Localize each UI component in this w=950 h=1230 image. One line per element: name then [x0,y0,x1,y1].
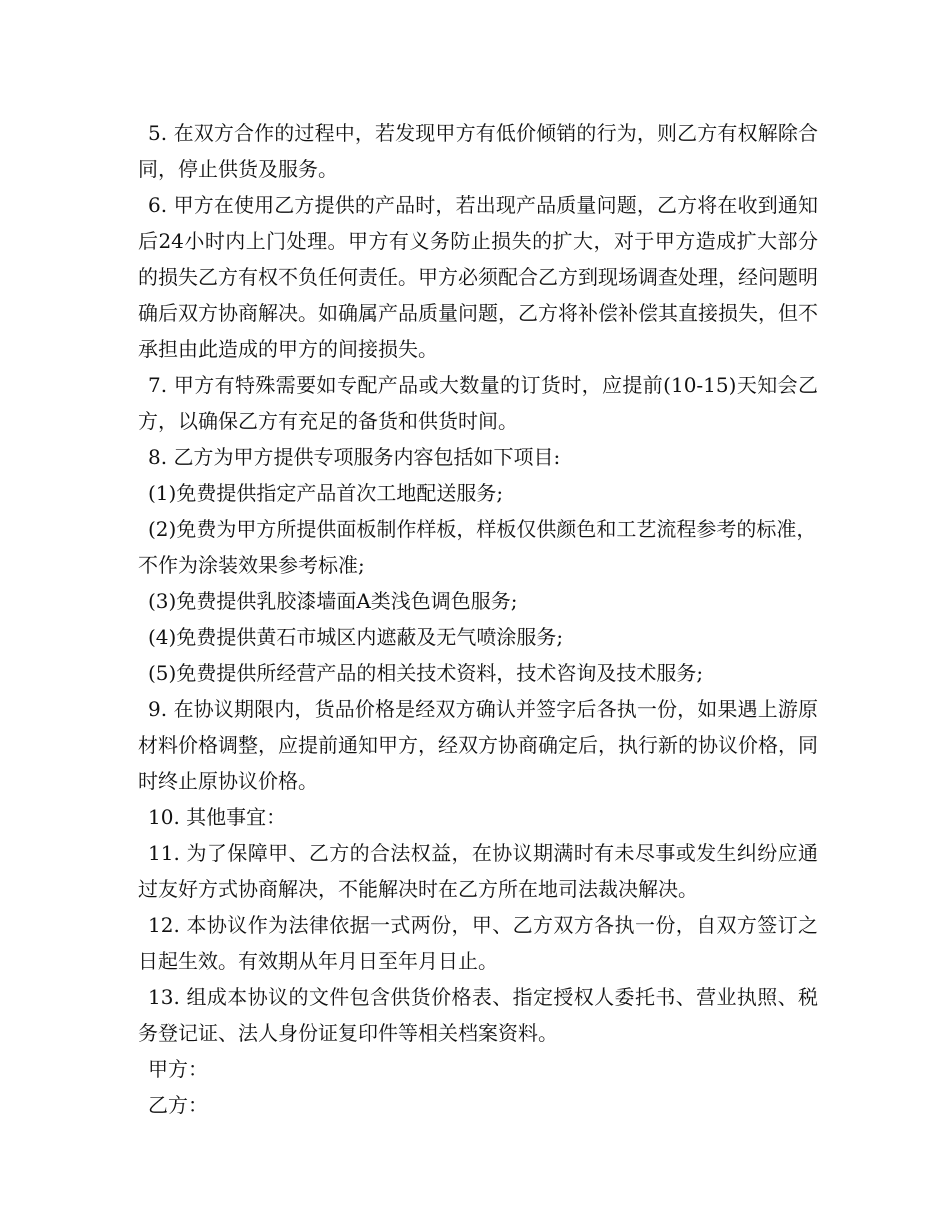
clause-7: 7. 甲方有特殊需要如专配产品或大数量的订货时，应提前(10-15)天知会乙方，以确保乙方有充足的备货和供货时间。 [138,373,818,433]
clause-12: 12. 本协议作为法律依据一式两份，甲、乙方双方各执一份，自双方签订之日起生效。有效期从年月日至年月日止。 [138,913,818,973]
clause-8: 8. 乙方为甲方提供专项服务内容包括如下项目: [148,445,561,469]
service-item-3: (3)免费提供乳胶漆墙面A类浅色调色服务; [148,589,518,613]
clause-10: 10. 其他事宜： [148,805,287,829]
document-page [138,115,818,1123]
clause-11: 11. 为了保障甲、乙方的合法权益，在协议期满时有未尽事或发生纠纷应通过友好方式协商解决，不能解决时在乙方所在地司法裁决解决。 [138,841,818,901]
service-item-1: (1)免费提供指定产品首次工地配送服务; [148,481,504,505]
clause-13: 13. 组成本协议的文件包含供货价格表、指定授权人委托书、营业执照、税务登记证、法人身份证复印件等相关档案资料。 [138,985,818,1045]
service-item-5: (5)免费提供所经营产品的相关技术资料，技术咨询及技术服务; [148,661,704,685]
party-a-signature: 甲方： [148,1057,208,1081]
service-item-2: (2)免费为甲方所提供面板制作样板，样板仅供颜色和工艺流程参考的标准，不作为涂装效果参考标准; [138,517,817,577]
clause-6: 6. 甲方在使用乙方提供的产品时，若出现产品质量问题，乙方将在收到通知后24小时内上门处理。甲方有义务防止损失的扩大，对于甲方造成扩大部分的损失乙方有权不负任何责任。甲方必须配合乙方到现场调查处理，经问题明确后双方协商解决。如确属产品质量问题，乙方将补偿补偿其直接损失，但不承担由此造成的甲方的间接损失。 [138,193,818,361]
party-b-signature: 乙方： [148,1093,208,1117]
service-item-4: (4)免费提供黄石市城区内遮蔽及无气喷涂服务; [148,625,564,649]
clause-9: 9. 在协议期限内，货品价格是经双方确认并签字后各执一份，如果遇上游原材料价格调整，应提前通知甲方，经双方协商确定后，执行新的协议价格，同时终止原协议价格。 [138,697,818,793]
clause-5: 5. 在双方合作的过程中，若发现甲方有低价倾销的行为，则乙方有权解除合同，停止供货及服务。 [138,121,818,181]
